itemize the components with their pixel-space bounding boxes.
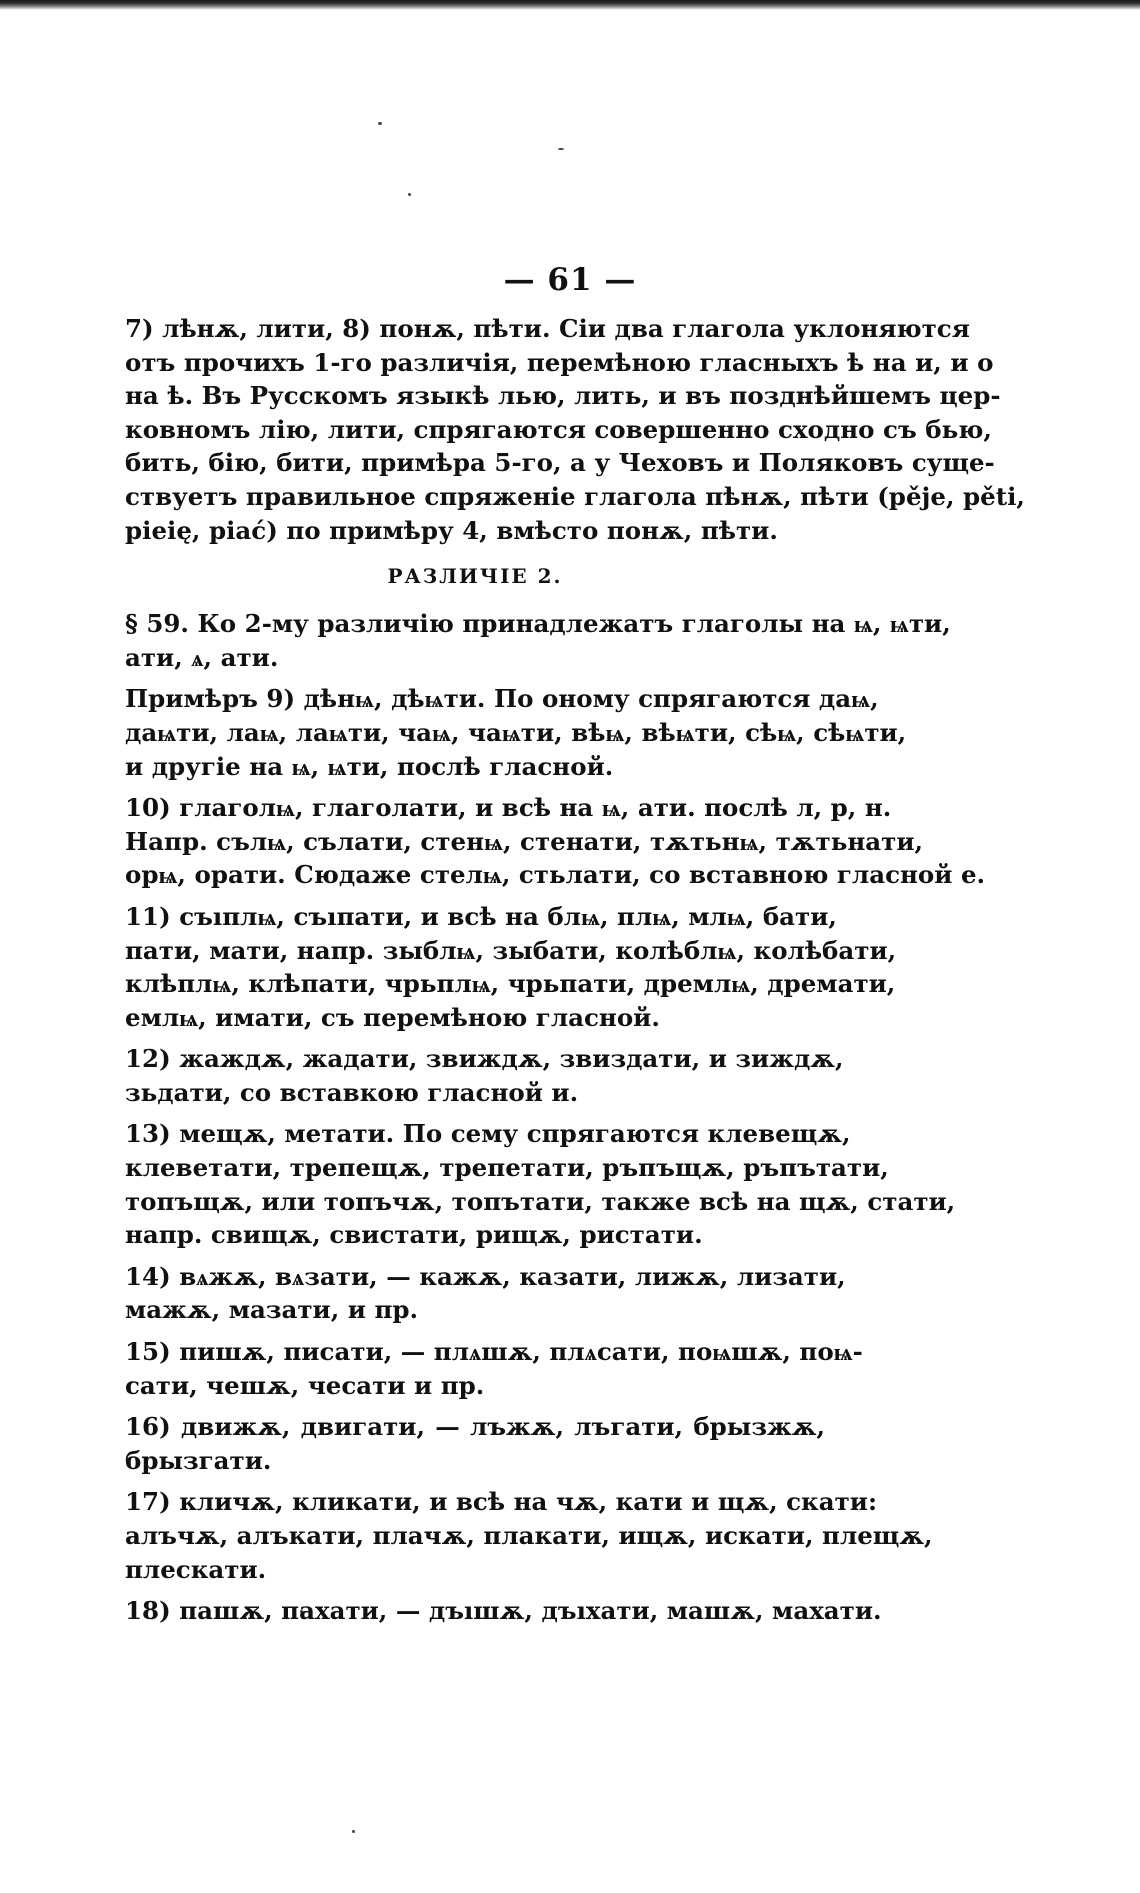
text-line: мажѫ, мазати, и пр.	[125, 1295, 419, 1325]
text-line: § 59. Ко 2-му различію принадлежатъ глаголы на ѩ, ѩти,	[125, 609, 951, 639]
scan-speck	[408, 193, 411, 196]
text-line: и другіе на ѩ, ѩти, послѣ гласной.	[125, 751, 614, 781]
paragraph-section-59	[125, 607, 951, 674]
text-line: ати, ѧ, ати.	[125, 642, 279, 672]
text-line: плескати.	[125, 1554, 267, 1584]
text-line: 13) мещѫ, метати. По сему спрягаются клевещѫ,	[125, 1119, 851, 1149]
paragraph-example-9	[125, 682, 907, 783]
paragraph-example-12	[125, 1042, 844, 1109]
scan-top-edge	[0, 0, 1140, 10]
text-line: 16) движѫ, двигати, — лъжѫ, лъгати, брызжѫ,	[125, 1412, 825, 1442]
text-line: даѩти, лаѩ, лаѩти, чаѩ, чаѩти, вѣѩ, вѣѩти, сѣѩ, сѣѩти,	[125, 717, 907, 747]
scan-speck	[352, 1830, 355, 1833]
text-line: пати, мати, напр. зыблѩ, зыбати, колѣблѩ, колѣбати,	[125, 935, 897, 965]
text-line: 17) кличѫ, кликати, и всѣ на чѫ, кати и щѫ, скати:	[125, 1487, 878, 1517]
paragraph-example-11	[125, 900, 897, 1034]
text-line: ствуетъ правильное спряженіе глагола пѣнѫ, пѣти (pěje, pěti,	[125, 481, 1025, 511]
text-line: бить, бію, бити, примѣра 5-го, а у Чеховъ и Поляковъ суще-	[125, 448, 995, 478]
paragraph-example-10	[125, 791, 986, 892]
paragraph-example-17	[125, 1485, 933, 1586]
text-line: 18) пашѫ, пахати, — дъıшѫ, дъıхати, машѫ, махати.	[125, 1596, 882, 1626]
text-line: зьдати, со вставкою гласной и.	[125, 1077, 579, 1107]
text-line: 14) вѧжѫ, вѧзати, — кажѫ, казати, лижѫ, лизати,	[125, 1261, 846, 1291]
page-number: — 61 —	[503, 262, 637, 298]
text-line: 12) жаждѫ, жадати, звиждѫ, звиздати, и зиждѫ,	[125, 1044, 844, 1074]
text-line: 10) глаголѩ, глаголати, и всѣ на ѩ, ати. послѣ л, р, н.	[125, 793, 892, 823]
text-line: 15) пишѫ, писати, — плѧшѫ, плѧсати, поѩшѫ, поѩ-	[125, 1337, 863, 1367]
text-line: отъ прочихъ 1-го различія, перемѣною гласныхъ ѣ на и, и о	[125, 347, 994, 377]
scan-speck	[378, 122, 382, 125]
paragraph-example-18	[125, 1594, 882, 1628]
text-line: Примѣръ 9) дѣнѩ, дѣѩти. По оному спрягаются даѩ,	[125, 684, 879, 714]
text-line: ковномъ лію, лити, спрягаются совершенно сходно съ бью,	[125, 414, 992, 444]
text-line: клѣплѩ, клѣпати, чрьплѩ, чрьпати, дремлѩ, дремати,	[125, 969, 896, 999]
text-line: сати, чешѫ, чесати и пр.	[125, 1370, 485, 1400]
page-body	[125, 312, 1025, 1628]
text-line: 11) съıплѩ, съıпати, и всѣ на блѩ, плѩ, млѩ, бати,	[125, 901, 837, 931]
section-heading: РАЗЛИЧІЕ 2.	[387, 564, 563, 589]
text-line: клеветати, трепещѫ, трепетати, ръпъщѫ, ръпътати,	[125, 1153, 889, 1183]
text-line: топъщѫ, или топъчѫ, топътати, также всѣ на щѫ, стати,	[125, 1186, 956, 1216]
text-line: брызгати.	[125, 1445, 272, 1475]
scan-speck	[558, 148, 564, 150]
text-line: орѩ, орати. Сюдаже стелѩ, стьлати, со вставною гласной е.	[125, 860, 986, 890]
paragraph-example-13	[125, 1117, 956, 1251]
text-line: 7) лѣнѫ, лити, 8) понѫ, пѣти. Сіи два глагола уклоняются	[125, 314, 970, 343]
paragraph-example-14	[125, 1260, 846, 1327]
text-line: напр. свищѫ, свистати, рищѫ, ристати.	[125, 1220, 703, 1250]
text-line: pieię, piać) по примѣру 4, вмѣсто понѫ, пѣти.	[125, 515, 778, 545]
text-line: емлѩ, имати, съ перемѣною гласной.	[125, 1002, 660, 1032]
paragraph-example-15	[125, 1335, 863, 1402]
text-line: Напр. сълѩ, сълати, стенѩ, стенати, тѫтьнѩ, тѫтьнати,	[125, 826, 924, 856]
paragraph-example-16	[125, 1410, 825, 1477]
text-line: алъчѫ, алъкати, плачѫ, плакати, ищѫ, искати, плещѫ,	[125, 1521, 933, 1550]
text-line: на ѣ. Въ Русскомъ языкѣ лью, лить, и въ позднѣйшемъ цер-	[125, 381, 1001, 411]
paragraph-verbs-7-8	[125, 312, 1025, 547]
